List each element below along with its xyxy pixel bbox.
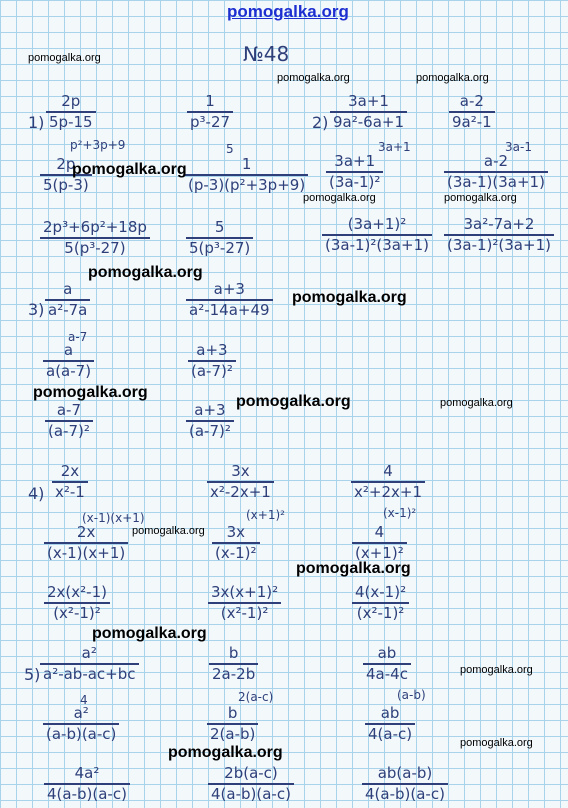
watermark: pomogalka.org bbox=[92, 625, 207, 642]
denominator: (x-1)² bbox=[215, 543, 257, 562]
fraction bbox=[326, 153, 383, 191]
watermark: pomogalka.org bbox=[132, 525, 205, 537]
watermark: pomogalka.org bbox=[416, 72, 489, 84]
numerator: 1 bbox=[205, 92, 215, 110]
denominator: (p-3)(p²+3p+9) bbox=[188, 175, 306, 194]
numerator: a bbox=[63, 341, 74, 359]
multiplier-mark: (x-1)(x+1) bbox=[82, 511, 145, 525]
denominator: (a-7)² bbox=[48, 421, 90, 440]
numerator: 3x bbox=[231, 462, 250, 480]
numerator: 2x bbox=[76, 523, 96, 541]
section-4-label: 4) bbox=[28, 484, 45, 503]
denominator: (a-7)² bbox=[189, 421, 231, 440]
denominator: x²-1 bbox=[55, 482, 85, 501]
watermark: pomogalka.org bbox=[460, 737, 533, 749]
numerator: a-2 bbox=[483, 152, 509, 170]
denominator: x²-2x+1 bbox=[210, 482, 271, 501]
numerator: a-2 bbox=[459, 92, 484, 110]
denominator: x²+2x+1 bbox=[354, 482, 422, 501]
denominator: p³-27 bbox=[190, 112, 231, 131]
watermark: pomogalka.org bbox=[88, 264, 203, 281]
multiplier-mark: 5 bbox=[226, 142, 234, 156]
numerator: 2x(x²-1) bbox=[47, 583, 107, 601]
multiplier-mark: (x-1)² bbox=[383, 506, 417, 520]
numerator: b bbox=[228, 644, 239, 662]
denominator: 5p-15 bbox=[49, 112, 93, 131]
numerator: a+3 bbox=[213, 280, 245, 298]
fraction bbox=[40, 219, 150, 257]
watermark: pomogalka.org bbox=[277, 72, 350, 84]
section-3-label: 3) bbox=[28, 300, 45, 319]
fraction bbox=[44, 765, 130, 803]
multiplier-mark: 3a+1 bbox=[378, 140, 411, 154]
denominator: (x²-1)² bbox=[220, 603, 269, 622]
denominator: (x+1)² bbox=[355, 543, 404, 562]
numerator: ab bbox=[377, 644, 397, 662]
site-header-link[interactable]: pomogalka.org bbox=[227, 2, 349, 21]
watermark: pomogalka.org bbox=[28, 52, 101, 64]
numerator: a-7 bbox=[56, 401, 82, 419]
fraction bbox=[44, 584, 110, 622]
denominator: 4(a-b)(a-c) bbox=[365, 784, 445, 803]
fraction bbox=[322, 216, 432, 254]
fraction bbox=[45, 402, 93, 440]
watermark: pomogalka.org bbox=[292, 289, 407, 306]
watermark: pomogalka.org bbox=[440, 397, 513, 409]
denominator: 5(p³-27) bbox=[64, 238, 126, 257]
denominator: 4(a-b)(a-c) bbox=[211, 784, 291, 803]
problem-number: №48 bbox=[243, 42, 290, 66]
denominator: 5(p-3) bbox=[43, 175, 89, 194]
denominator: (a-b)(a-c) bbox=[46, 724, 117, 743]
fraction bbox=[212, 524, 260, 562]
fraction bbox=[208, 765, 294, 803]
multiplier-mark: p²+3p+9 bbox=[70, 138, 126, 152]
multiplier-mark: a-7 bbox=[68, 330, 88, 344]
multiplier-mark: 2(a-c) bbox=[238, 690, 274, 704]
fraction bbox=[209, 645, 258, 683]
numerator: 2b(a-c) bbox=[224, 764, 278, 782]
denominator: (3a-1)² bbox=[329, 172, 381, 191]
denominator: (3a-1)²(3a+1) bbox=[325, 235, 429, 254]
fraction bbox=[185, 156, 308, 194]
denominator: 5(p³-27) bbox=[189, 238, 251, 257]
fraction bbox=[207, 705, 258, 743]
fraction bbox=[208, 584, 281, 622]
watermark: pomogalka.org bbox=[296, 560, 411, 577]
multiplier-mark: 3a-1 bbox=[505, 140, 532, 154]
denominator: (a-7)² bbox=[191, 361, 233, 380]
denominator: 4(a-c) bbox=[368, 724, 413, 743]
multiplier-mark: 4 bbox=[80, 693, 88, 707]
fraction bbox=[40, 645, 139, 683]
denominator: (x²-1)² bbox=[356, 603, 405, 622]
watermark: pomogalka.org bbox=[303, 192, 376, 204]
fraction bbox=[449, 93, 495, 131]
fraction bbox=[43, 342, 94, 380]
fraction bbox=[363, 645, 411, 683]
fraction bbox=[188, 342, 236, 380]
numerator: 3x bbox=[226, 523, 245, 541]
numerator: 2p bbox=[56, 155, 76, 173]
section-1-label: 1) bbox=[28, 113, 45, 132]
fraction bbox=[46, 93, 96, 131]
watermark: pomogalka.org bbox=[168, 744, 283, 761]
denominator: a²-ab-ac+bc bbox=[43, 664, 136, 683]
denominator: 2(a-b) bbox=[210, 724, 256, 743]
fraction bbox=[187, 93, 233, 131]
fraction bbox=[352, 524, 407, 562]
multiplier-mark: (x+1)² bbox=[246, 508, 285, 522]
watermark: pomogalka.org bbox=[72, 161, 187, 178]
numerator: 3a²-7a+2 bbox=[463, 215, 535, 233]
fraction bbox=[45, 281, 90, 319]
fraction bbox=[352, 584, 409, 622]
numerator: a+3 bbox=[196, 341, 228, 359]
numerator: 5 bbox=[214, 218, 225, 236]
numerator: a+3 bbox=[194, 401, 226, 419]
watermark: pomogalka.org bbox=[236, 393, 351, 410]
section-2-label: 2) bbox=[312, 113, 329, 132]
numerator: 4 bbox=[383, 462, 393, 480]
denominator: (x²-1)² bbox=[53, 603, 101, 622]
fraction bbox=[365, 705, 415, 743]
numerator: (3a+1)² bbox=[347, 215, 407, 233]
fraction bbox=[186, 219, 253, 257]
numerator: ab bbox=[380, 704, 400, 722]
fraction bbox=[186, 402, 234, 440]
fraction bbox=[444, 153, 548, 191]
fraction bbox=[444, 216, 554, 254]
denominator: a²-7a bbox=[48, 300, 88, 319]
denominator: 9a²-6a+1 bbox=[333, 112, 405, 131]
denominator: 4a-4c bbox=[366, 664, 408, 683]
numerator: a² bbox=[73, 704, 89, 722]
fraction bbox=[43, 705, 119, 743]
fraction bbox=[330, 93, 407, 131]
numerator: 2p bbox=[61, 92, 81, 110]
numerator: ab(a-b) bbox=[377, 764, 433, 782]
numerator: 2p³+6p²+18p bbox=[43, 218, 147, 236]
denominator: 2a-2b bbox=[212, 664, 256, 683]
denominator: a²-14a+49 bbox=[189, 300, 270, 319]
denominator: (3a-1)(3a+1) bbox=[447, 172, 545, 191]
denominator: 4(a-b)(a-c) bbox=[47, 784, 127, 803]
fraction bbox=[44, 524, 128, 562]
denominator: (x-1)(x+1) bbox=[47, 543, 126, 562]
fraction bbox=[52, 463, 88, 501]
denominator: a(a-7) bbox=[46, 361, 92, 380]
fraction bbox=[207, 463, 274, 501]
numerator: a² bbox=[81, 644, 97, 662]
multiplier-mark: (a-b) bbox=[397, 688, 426, 702]
numerator: b bbox=[227, 704, 238, 722]
watermark: pomogalka.org bbox=[33, 384, 148, 401]
watermark: pomogalka.org bbox=[444, 192, 517, 204]
fraction bbox=[186, 281, 273, 319]
section-5-label: 5) bbox=[24, 665, 41, 684]
denominator: 9a²-1 bbox=[452, 112, 492, 131]
numerator: 1 bbox=[241, 155, 252, 173]
numerator: 3a+1 bbox=[348, 92, 389, 110]
numerator: 2x bbox=[60, 462, 80, 480]
denominator: (3a-1)²(3a+1) bbox=[447, 235, 551, 254]
watermark: pomogalka.org bbox=[460, 664, 533, 676]
numerator: a bbox=[63, 280, 73, 298]
numerator: 3a+1 bbox=[334, 152, 376, 170]
numerator: 4 bbox=[374, 523, 385, 541]
numerator: 4a² bbox=[74, 764, 100, 782]
fraction bbox=[362, 765, 448, 803]
numerator: 4(x-1)² bbox=[355, 583, 407, 601]
fraction bbox=[351, 463, 425, 501]
numerator: 3x(x+1)² bbox=[211, 583, 279, 601]
